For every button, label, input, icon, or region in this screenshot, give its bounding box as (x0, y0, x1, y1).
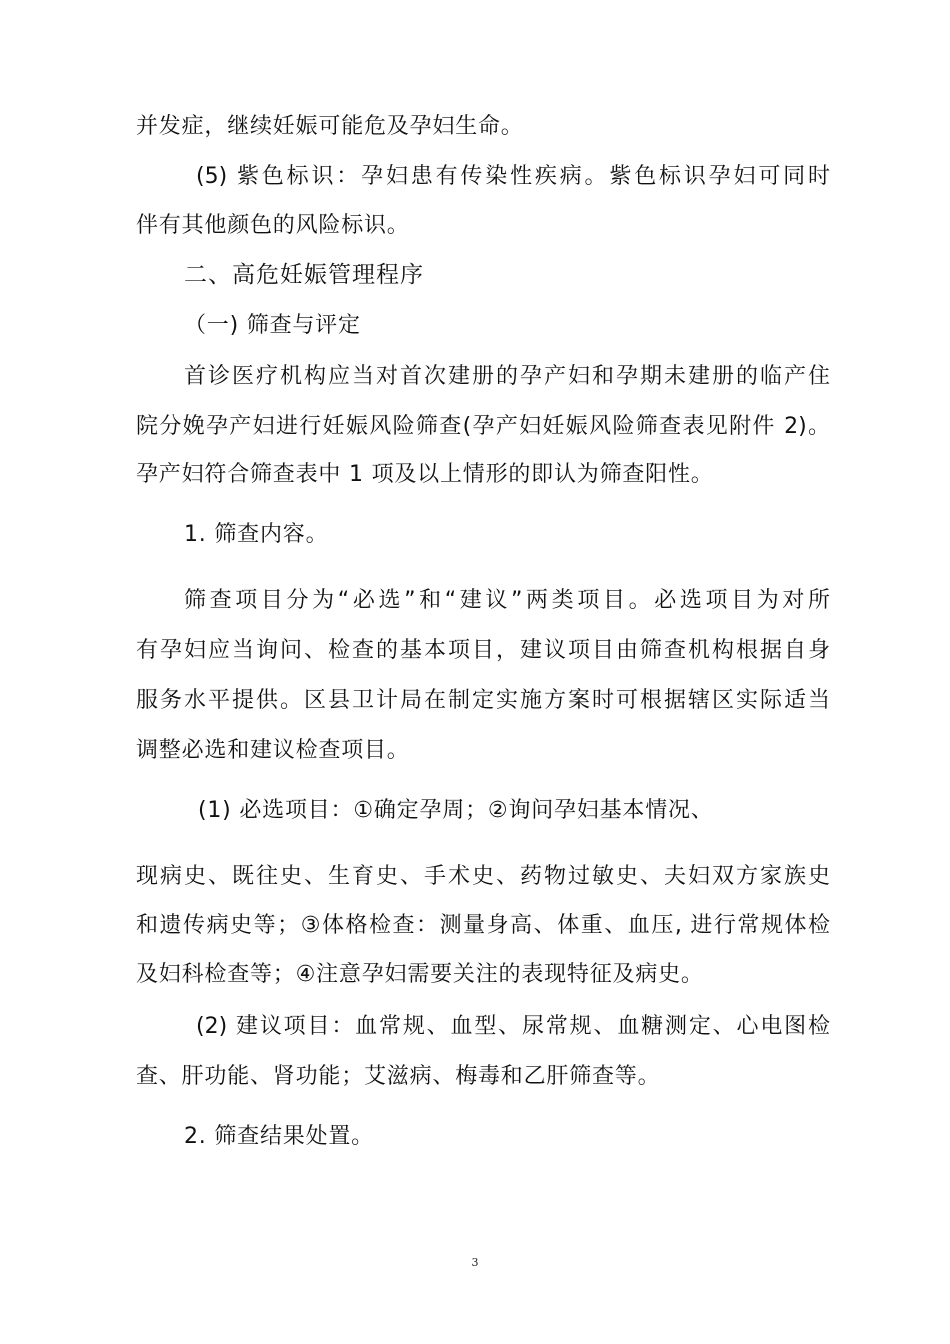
numbered-heading: 2. 筛查结果处置。 (184, 1124, 374, 1149)
list-item-purple-marker: (5) 紫色标识：孕妇患有传染性疾病。紫色标识孕妇可同时 (196, 164, 830, 189)
paragraph-line: 服务水平提供。区县卫计局在制定实施方案时可根据辖区实际适当 (136, 688, 830, 713)
paragraph-line: 伴有其他颜色的风险标识。 (136, 213, 410, 238)
paragraph-line: 查、肝功能、肾功能；艾滋病、梅毒和乙肝筛查等。 (136, 1064, 661, 1089)
list-item-required: (1) 必选项目：①确定孕周；②询问孕妇基本情况、 (198, 798, 714, 823)
paragraph-line: 筛查项目分为“必选”和“建议”两类项目。必选项目为对所 (184, 588, 830, 613)
paragraph-line: 及妇科检查等；④注意孕妇需要关注的表现特征及病史。 (136, 962, 704, 987)
paragraph-line: 现病史、既往史、生育史、手术史、药物过敏史、夫妇双方家族史 (136, 864, 830, 889)
paragraph-line: 孕产妇符合筛查表中 1 项及以上情形的即认为筛查阳性。 (136, 462, 714, 487)
paragraph-line: 并发症，继续妊娠可能危及孕妇生命。 (136, 114, 524, 139)
section-heading: 二、高危妊娠管理程序 (184, 262, 424, 288)
list-item-suggested: (2) 建议项目：血常规、血型、尿常规、血糖测定、心电图检 (196, 1014, 830, 1039)
paragraph-line: 首诊医疗机构应当对首次建册的孕产妇和孕期未建册的临产住 (184, 364, 830, 389)
paragraph-line: 调整必选和建议检查项目。 (136, 738, 410, 763)
paragraph-line: 有孕妇应当询问、检查的基本项目，建议项目由筛查机构根据自身 (136, 638, 830, 663)
paragraph-line: 院分娩孕产妇进行妊娠风险筛查(孕产妇妊娠风险筛查表见附件 2)。 (136, 414, 830, 439)
page-number: 3 (471, 1256, 479, 1269)
numbered-heading: 1. 筛查内容。 (184, 522, 329, 547)
subsection-heading: （一) 筛查与评定 (184, 313, 361, 338)
paragraph-line: 和遗传病史等；③体格检查：测量身高、体重、血压, 进行常规体检 (136, 913, 830, 938)
